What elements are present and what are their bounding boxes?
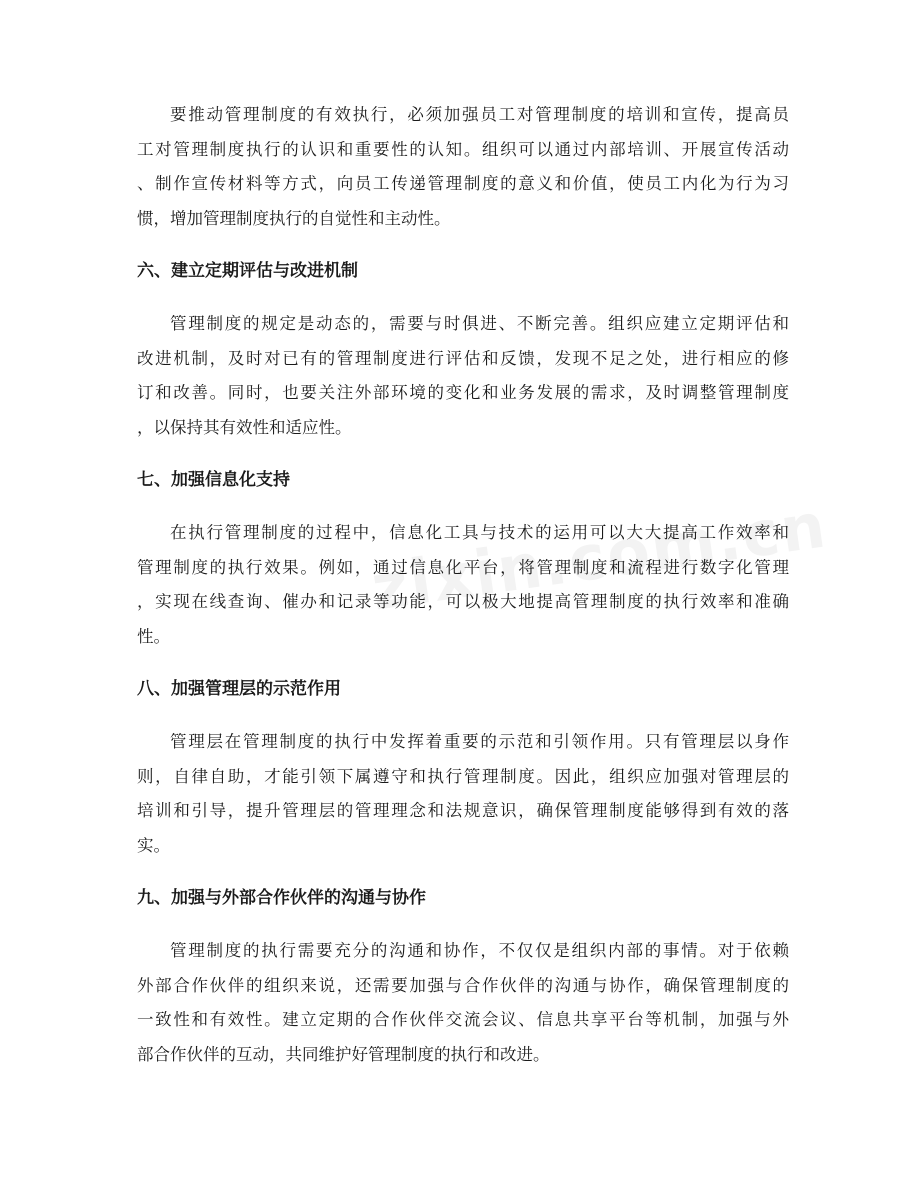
paragraph-line: 外部合作伙伴的组织来说，还需要加强与合作伙伴的沟通与协作，确保管理制度的 — [137, 975, 789, 995]
spacer — [137, 863, 789, 881]
paragraph-line: 惯，增加管理制度执行的自觉性和主动性。 — [137, 208, 451, 228]
spacer — [137, 654, 789, 672]
paragraph-line: 管理层在管理制度的执行中发挥着重要的示范和引领作用。只有管理层以身作 — [170, 732, 789, 751]
paragraph-line: 性。 — [137, 626, 170, 646]
section-9-heading: 九、加强与外部合作伙伴的沟通与协作 — [137, 888, 426, 908]
document-body — [137, 98, 789, 1072]
spacer — [137, 445, 789, 463]
paragraph — [137, 934, 789, 1072]
spacer — [137, 915, 789, 934]
spacer — [137, 497, 789, 516]
spacer — [137, 706, 789, 725]
paragraph-line: 管理制度的执行效果。例如，通过信息化平台，将管理制度和流程进行数字化管理 — [137, 557, 789, 577]
paragraph-line: ，以保持其有效性和适应性。 — [137, 417, 352, 437]
paragraph — [137, 725, 789, 863]
paragraph-line: 订和改善。同时，也要关注外部环境的变化和业务发展的需求，及时调整管理制度 — [137, 383, 789, 402]
paragraph-line: ，实现在线查询、催办和记录等功能，可以极大地提高管理制度的执行效率和准确 — [137, 592, 789, 611]
paragraph-line: 工对管理制度执行的认识和重要性的认知。组织可以通过内部培训、开展宣传活动 — [137, 139, 789, 159]
paragraph-line: 一致性和有效性。建立定期的合作伙伴交流会议、信息共享平台等机制，加强与外 — [137, 1010, 789, 1029]
paragraph-line: 则，自律自助，才能引领下属遵守和执行管理制度。因此，组织应加强对管理层的 — [137, 766, 789, 786]
section-6-heading: 六、建立定期评估与改进机制 — [137, 261, 358, 281]
spacer — [137, 288, 789, 307]
section-7-heading: 七、加强信息化支持 — [137, 470, 290, 490]
paragraph-line: 在执行管理制度的过程中，信息化工具与技术的运用可以大大提高工作效率和 — [170, 523, 789, 542]
spacer — [137, 236, 789, 254]
paragraph-line: 管理制度的规定是动态的，需要与时俱进、不断完善。组织应建立定期评估和 — [170, 314, 789, 333]
section-8-heading: 八、加强管理层的示范作用 — [137, 679, 341, 699]
paragraph — [137, 98, 789, 236]
paragraph — [137, 516, 789, 654]
paragraph-line: 要推动管理制度的有效执行，必须加强员工对管理制度的培训和宣传，提高员 — [170, 105, 789, 124]
paragraph-line: 管理制度的执行需要充分的沟通和协作，不仅仅是组织内部的事情。对于依赖 — [170, 941, 789, 960]
paragraph — [137, 307, 789, 445]
paragraph-line: 改进机制，及时对已有的管理制度进行评估和反馈，发现不足之处，进行相应的修 — [137, 348, 789, 368]
paragraph-line: 部合作伙伴的互动，共同维护好管理制度的执行和改进。 — [137, 1044, 550, 1064]
paragraph-line: 、制作宣传材料等方式，向员工传递管理制度的意义和价值，使员工内化为行为习 — [137, 174, 789, 193]
paragraph-line: 实。 — [137, 835, 170, 855]
paragraph-line: 培训和引导，提升管理层的管理理念和法规意识，确保管理制度能够得到有效的落 — [137, 801, 789, 820]
